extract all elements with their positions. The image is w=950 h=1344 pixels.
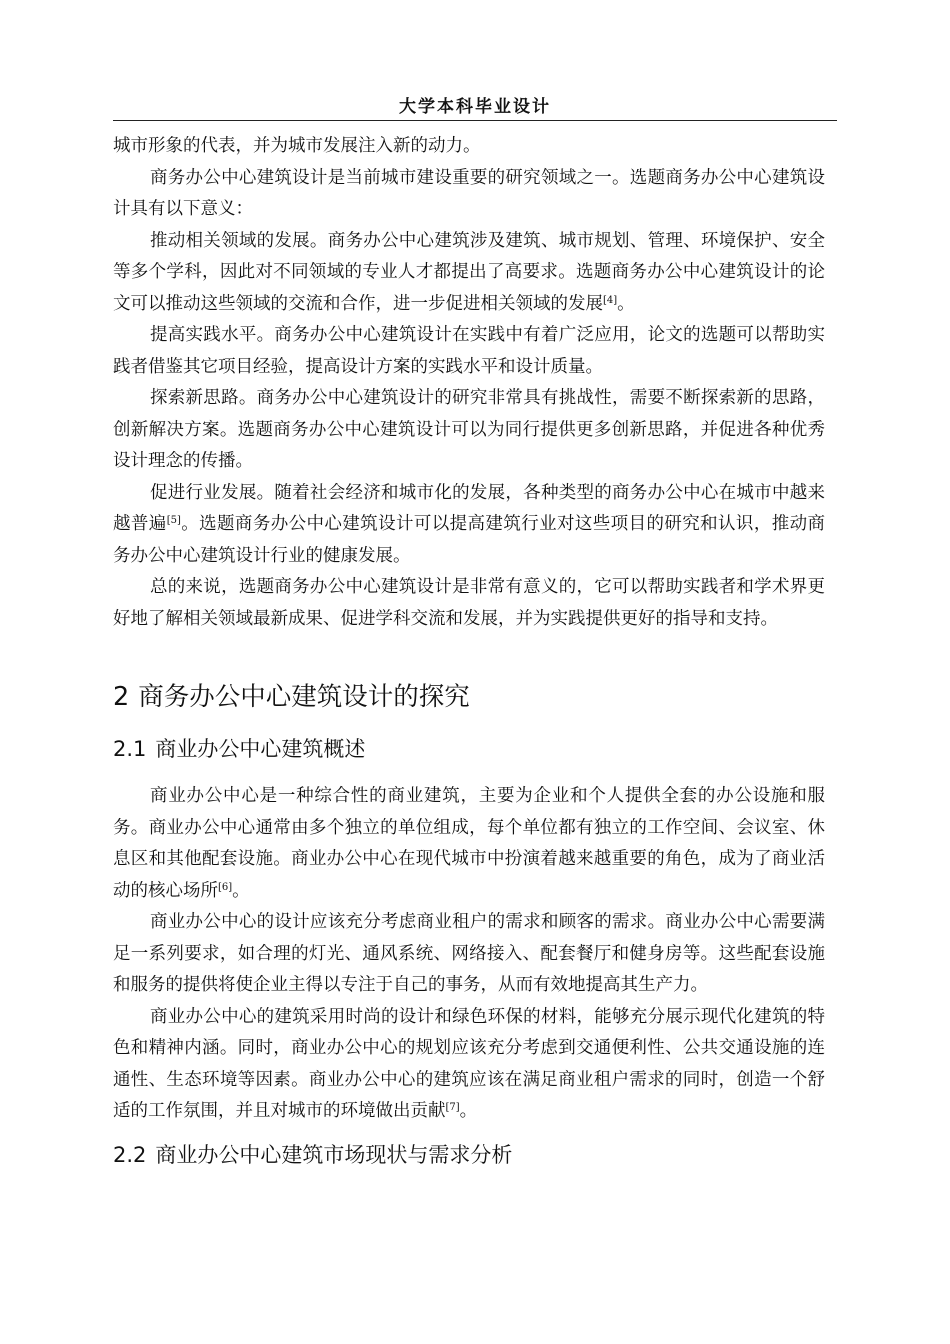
paragraph: 商业办公中心的建筑采用时尚的设计和绿色环保的材料，能够充分展示现代化建筑的特色和精神内涵。同时，商业办公中心的规划应该充分考虑到交通便利性、公共交通设施的连通性、生态环境等因素。商业办公中心的建筑应该在满足商业租户需求的同时，创造一个舒适的工作氛围，并且对城市的环境做出贡献[7]。 <box>113 1006 825 1121</box>
paragraph: 促进行业发展。随着社会经济和城市化的发展，各种类型的商务办公中心在城市中越来越普遍[5]。选题商务办公中心建筑设计可以提高建筑行业对这些项目的研究和认识，推动商务办公中心建筑设计行业的健康发展。 <box>113 482 826 566</box>
chapter-heading: 2 商务办公中心建筑设计的探究 <box>113 682 470 712</box>
page-header: 大学本科毕业设计 <box>113 90 837 121</box>
paragraph: 探索新思路。商务办公中心建筑设计的研究非常具有挑战性，需要不断探索新的思路，创新解决方案。选题商务办公中心建筑设计可以为同行提供更多创新思路，并促进各种优秀设计理念的传播。 <box>113 388 825 471</box>
paragraph: 推动相关领域的发展。商务办公中心建筑涉及建筑、城市规划、管理、环境保护、安全等多个学科，因此对不同领域的专业人才都提出了高要求。选题商务办公中心建筑设计的论文可以推动这些领域的交流和合作，进一步促进相关领域的发展[4]。 <box>113 230 825 314</box>
section-heading: 2.1 商业办公中心建筑概述 <box>113 737 366 761</box>
paragraph: 商务办公中心建筑设计是当前城市建设重要的研究领域之一。选题商务办公中心建筑设计具有以下意义： <box>113 167 825 219</box>
paragraph: 商业办公中心是一种综合性的商业建筑，主要为企业和个人提供全套的办公设施和服务。商业办公中心通常由多个独立的单位组成，每个单位都有独立的工作空间、会议室、休息区和其他配套设施。商业办公中心在现代城市中扮演着越来越重要的角色，成为了商业活动的核心场所[6]。 <box>113 786 825 901</box>
citation-ref: [7] <box>445 1102 460 1113</box>
citation-ref: [6] <box>218 881 233 893</box>
paragraph: 城市形象的代表，并为城市发展注入新的动力。 <box>113 136 481 156</box>
paragraph: 总的来说，选题商务办公中心建筑设计是非常有意义的，它可以帮助实践者和学术界更好地了解相关领域最新成果、促进学科交流和发展，并为实践提供更好的指导和支持。 <box>113 577 825 629</box>
paragraph: 提高实践水平。商务办公中心建筑设计在实践中有着广泛应用，论文的选题可以帮助实践者借鉴其它项目经验，提高设计方案的实践水平和设计质量。 <box>113 325 825 377</box>
citation-ref: [5] <box>166 515 181 526</box>
citation-ref: [4] <box>603 294 618 306</box>
paragraph: 商业办公中心的设计应该充分考虑商业租户的需求和顾客的需求。商业办公中心需要满足一系列要求，如合理的灯光、通风系统、网络接入、配套餐厅和健身房等。这些配套设施和服务的提供将使企业主得以专注于自己的事务，从而有效地提高其生产力。 <box>113 912 825 995</box>
section-heading: 2.2 商业办公中心建筑市场现状与需求分析 <box>113 1142 513 1167</box>
document-body <box>113 131 825 1172</box>
